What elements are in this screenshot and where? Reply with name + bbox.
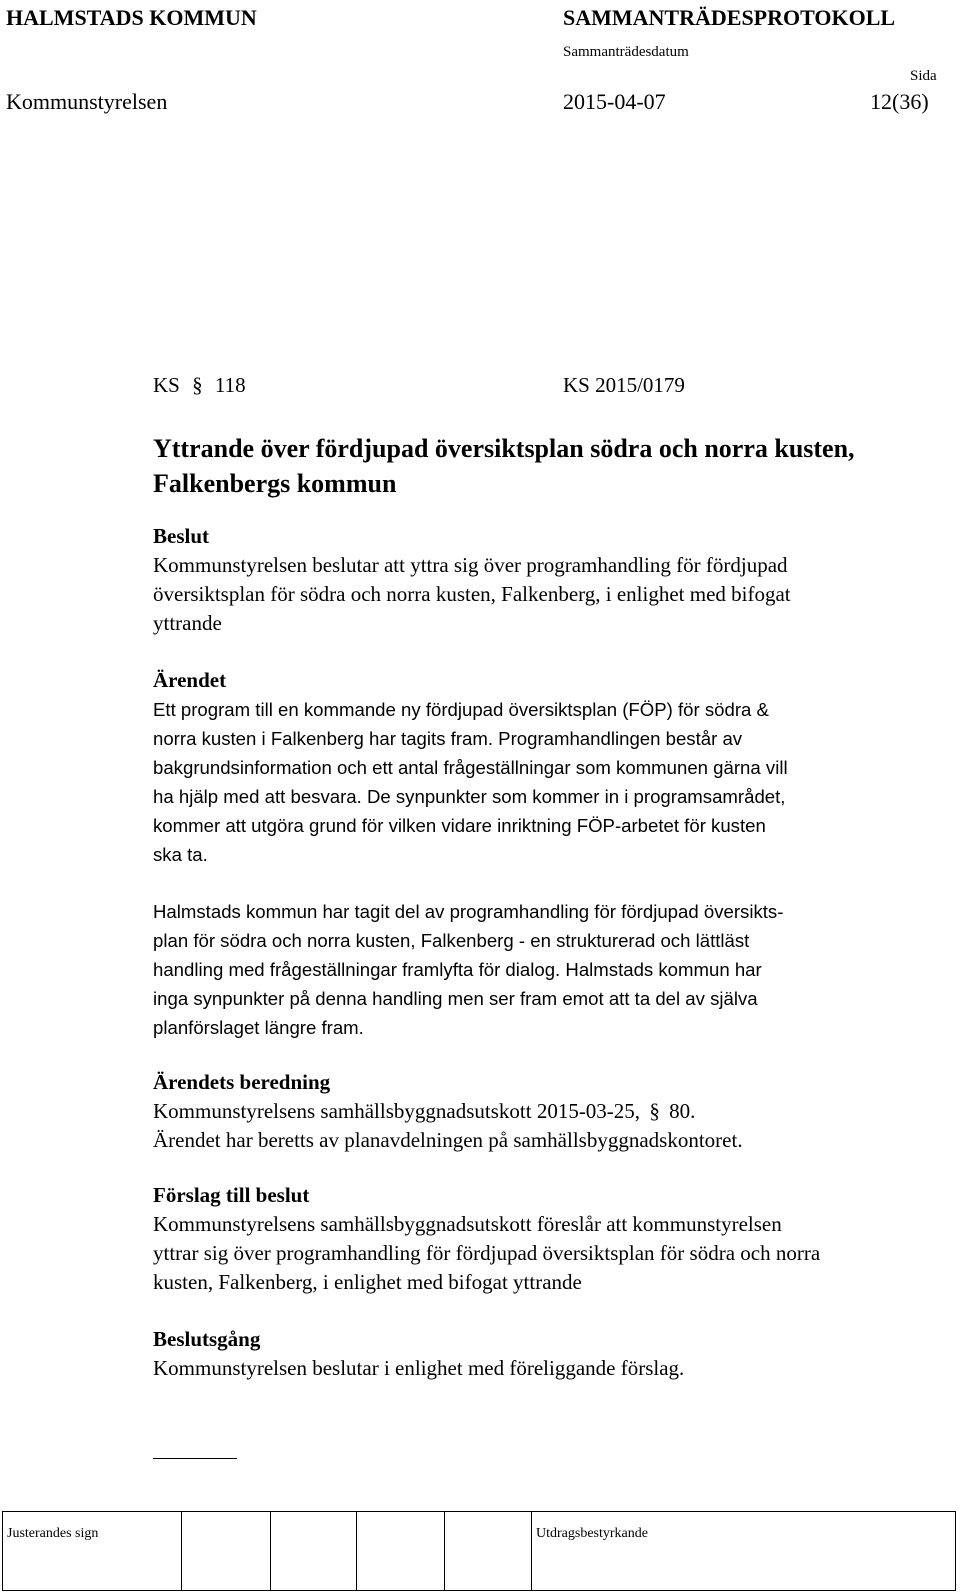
title-line: Falkenbergs kommun [153,469,397,498]
text-line: ska ta. [153,844,208,865]
justerandes-sign-label: Justerandes sign [7,1526,99,1541]
title-line: Yttrande över fördjupad översiktsplan södra och norra kusten, [153,434,855,463]
footer-cell-sign-4 [445,1512,532,1590]
text-line: planförslaget längre fram. [153,1017,364,1038]
text-line: Halmstads kommun har tagit del av programhandling för fördjupad översikts- [153,901,784,922]
section-sign: § [192,373,203,397]
meeting-date-label: Sammanträdesdatum [563,44,689,60]
text-line: yttrar sig över programhandling för fördjupad översiktsplan för södra och norra [153,1241,821,1265]
text-line: yttrande [153,611,222,635]
section-beredning [153,1068,953,1155]
text-line: bakgrundsinformation och ett antal frågeställningar som kommunen gärna vill [153,757,788,778]
text-line: översiktsplan för södra och norra kusten, Falkenberg, i enlighet med bifogat [153,582,791,606]
page-label: Sida [910,68,937,84]
beredning-ref: Kommunstyrelsens samhällsbyggnadsutskott 2015-03-25, [153,1099,641,1123]
footer-cell-sign-2 [271,1512,357,1590]
section-beslutsgang [153,1325,953,1383]
diary-number: KS 2015/0179 [563,373,685,397]
text-line: handling med frågeställningar framlyfta för dialog. Halmstads kommun har [153,959,762,980]
text-line: norra kusten i Falkenberg har tagits fram. Programhandlingen består av [153,728,743,749]
footer-signature-table [2,1511,956,1591]
section-heading: Ärendets beredning [153,1070,331,1094]
meeting-date: 2015-04-07 [563,89,666,114]
page-number: 12(36) [870,89,929,114]
section-heading: Beslut [153,524,210,548]
footer-cell-utdrag [532,1512,955,1590]
section-heading: Beslutsgång [153,1327,261,1351]
section-arendet [153,666,953,869]
section-forslag [153,1181,953,1297]
section-arendet-paragraph-2 [153,897,953,1042]
beredning-paragraph-number: 80. [669,1099,696,1123]
ks-number: 118 [214,373,246,397]
text-line: Ett program till en kommande ny fördjupad översiktsplan (FÖP) för södra & [153,699,769,720]
text-line: ha hjälp med att besvara. De synpunkter som kommer in i programsamrådet, [153,786,786,807]
section-heading: Ärendet [153,668,227,692]
utdragsbestyrkande-label: Utdragsbestyrkande [536,1526,648,1541]
text-line: Kommunstyrelsen beslutar i enlighet med föreliggande förslag. [153,1356,685,1380]
text-line: kommer att utgöra grund för vilken vidare inriktning FÖP-arbetet för kusten [153,815,766,836]
section-beslut [153,522,953,638]
document-title [153,431,953,501]
body-name: Kommunstyrelsen [6,89,168,114]
footer-cell-justerandes [3,1512,182,1590]
text-line: plan för södra och norra kusten, Falkenberg - en strukturerad och lättläst [153,930,750,951]
section-heading: Förslag till beslut [153,1183,310,1207]
section-sign: § [649,1099,660,1123]
text-line [153,1097,953,1126]
text-line: Kommunstyrelsens samhällsbyggnadsutskott föreslår att kommunstyrelsen [153,1212,782,1236]
footer-cell-sign-1 [182,1512,271,1590]
text-line: inga synpunkter på denna handling men ser fram emot att ta del av själva [153,988,758,1009]
text-line: kusten, Falkenberg, i enlighet med bifogat yttrande [153,1270,582,1294]
ks-label: KS [153,373,180,397]
case-paragraph-ref [153,373,246,398]
footer-cell-sign-3 [357,1512,445,1590]
municipality-name: HALMSTADS KOMMUN [6,5,257,30]
text-line: Ärendet har beretts av planavdelningen på samhällsbyggnadskontoret. [153,1128,743,1152]
document-type: SAMMANTRÄDESPROTOKOLL [563,5,896,30]
signature-divider [153,1458,237,1459]
text-line: Kommunstyrelsen beslutar att yttra sig över programhandling för fördjupad [153,553,788,577]
